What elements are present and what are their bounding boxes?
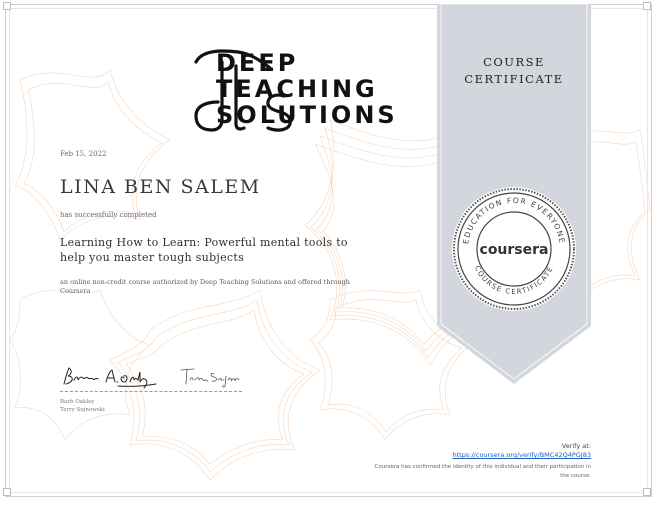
verify-label: Verify at: (561, 442, 591, 450)
signer-names (60, 398, 105, 414)
corner-ornament (643, 488, 651, 496)
dts-logo-text (216, 50, 398, 128)
signature-barbara-oakley (60, 364, 160, 390)
corner-ornament (3, 2, 11, 10)
verify-block (453, 442, 591, 460)
logo-line-solutions: SOLUTIONS (216, 101, 398, 129)
ribbon-title (437, 54, 591, 88)
signer-name-1: Barb Oakley (60, 399, 95, 405)
ribbon-line-course: COURSE (483, 55, 545, 69)
logo-line-deep: DEEP (216, 49, 299, 77)
seal-bottom-text: COURSE CERTIFICATE (472, 264, 556, 297)
course-description: an online non-credit course authorized by Deep Teaching Solutions and offered through Coursera (60, 278, 350, 295)
seal-brand: coursera (479, 242, 549, 258)
verify-note: Coursera has confirmed the identity of this individual and their participation in the course. (374, 464, 591, 479)
recipient-name: LINA BEN SALEM (60, 176, 261, 198)
corner-ornament (3, 488, 11, 496)
signature-line (60, 391, 242, 392)
logo-line-teaching: TEACHING (216, 75, 378, 103)
signer-name-2: Terry Sejnowski (60, 407, 105, 413)
seal-top-text: EDUCATION FOR EVERYONE (461, 195, 567, 245)
corner-ornament (643, 2, 651, 10)
course-title: Learning How to Learn: Powerful mental tools to help you master tough subjects (60, 236, 348, 264)
issue-date: Feb 15, 2022 (60, 150, 107, 158)
coursera-seal (449, 184, 579, 314)
completed-text: has successfully completed (60, 211, 157, 219)
signature-terry-sejnowski (178, 366, 242, 390)
verify-link[interactable]: https://coursera.org/verify/BMC42Q4PGJ83 (452, 451, 591, 459)
ribbon-line-certificate: CERTIFICATE (464, 72, 564, 86)
